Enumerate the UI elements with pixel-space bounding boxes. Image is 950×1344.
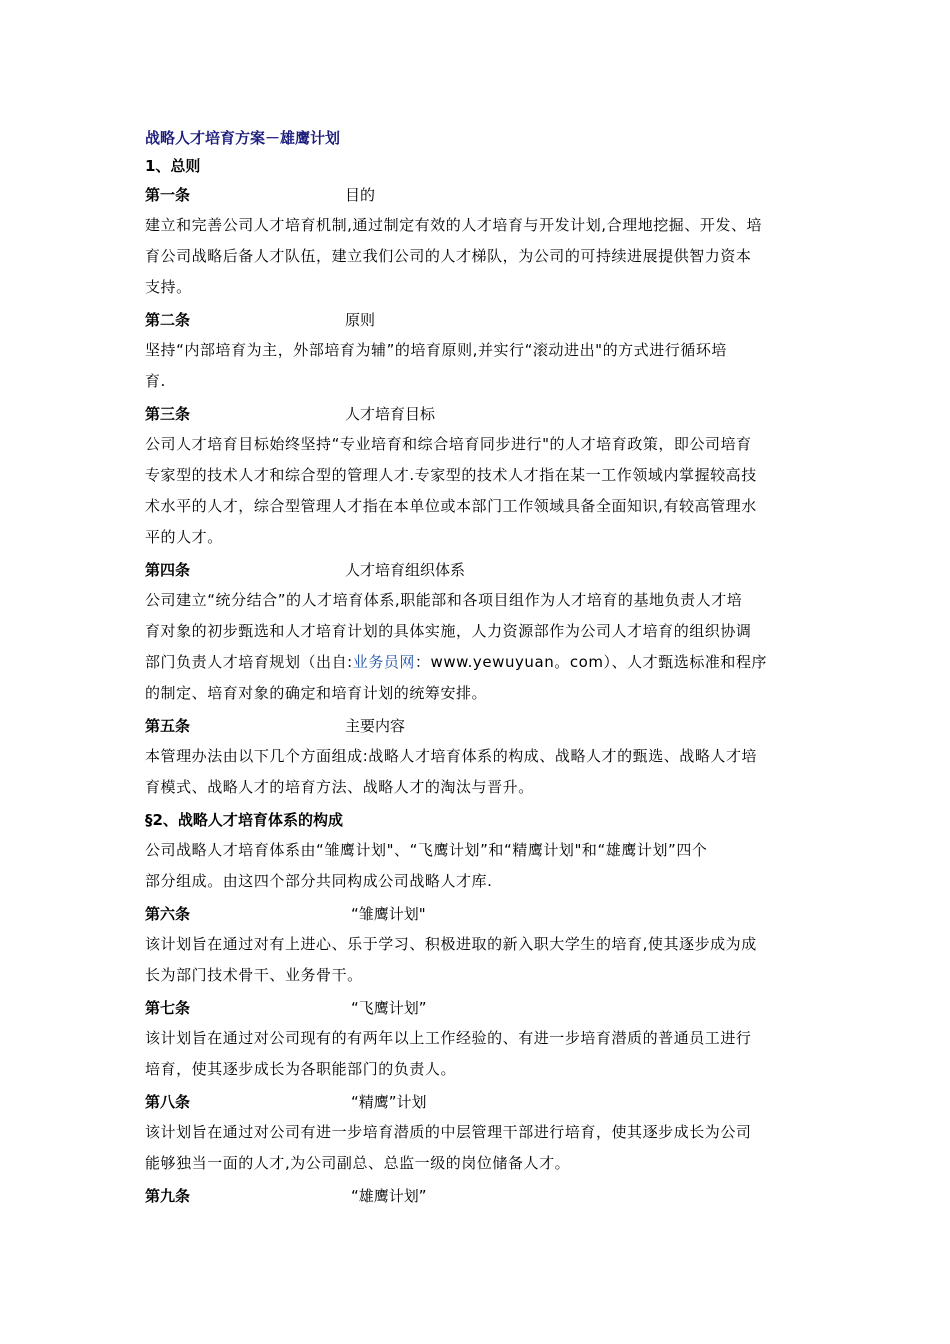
paragraph-line: 该计划旨在通过对有上进心、乐于学习、积极进取的新入职大学生的培育,使其逐步成为成 — [145, 935, 757, 953]
article-paragraph — [145, 210, 810, 303]
paragraph-line: 育对象的初步甄选和人才培育计划的具体实施，人力资源部作为公司人才培育的组织协调 — [145, 622, 752, 640]
article-heading — [145, 712, 810, 741]
paragraph-line: 公司建立“统分结合”的人才培育体系,职能部和各项目组作为人才培育的基地负责人才培 — [145, 591, 743, 609]
article-paragraph — [145, 741, 810, 803]
paragraph-line: 本管理办法由以下几个方面组成:战略人才培育体系的构成、战略人才的甄选、战略人才培 — [145, 747, 758, 765]
paragraph-line: 部分组成。由这四个部分共同构成公司战略人才库. — [145, 872, 493, 890]
article-number: 第二条 — [145, 311, 191, 329]
article-heading — [145, 1088, 810, 1117]
article-number: 第九条 — [145, 1187, 191, 1205]
paragraph-line — [145, 647, 810, 678]
article-topic: 主要内容 — [345, 717, 406, 735]
article-paragraph — [145, 1023, 810, 1085]
article-heading — [145, 556, 810, 585]
article-number: 第三条 — [145, 405, 191, 423]
article-topic: “雏鹰计划" — [351, 905, 426, 923]
paragraph-text: ：www.yewuyuan。com）、人才甄选标准和程序 — [414, 653, 768, 671]
paragraph-line: 支持。 — [145, 278, 192, 296]
paragraph-line: 平的人才。 — [145, 528, 223, 546]
article-heading — [145, 900, 810, 929]
article-paragraph — [145, 429, 810, 553]
article-number: 第五条 — [145, 717, 191, 735]
paragraph-line: 术水平的人才，综合型管理人才指在本单位或本部门工作领域具备全面知识,有较高管理水 — [145, 497, 757, 515]
paragraph-line: 坚持“内部培育为主，外部培育为辅”的培育原则,并实行“滚动进出"的方式进行循环培 — [145, 341, 727, 359]
paragraph-text: 部门负责人才培育规划（出自: — [145, 653, 353, 671]
section-paragraph — [145, 835, 810, 897]
paragraph-line: 建立和完善公司人才培育机制,通过制定有效的人才培育与开发计划,合理地挖掘、开发、培 — [145, 216, 763, 234]
article-heading — [145, 306, 810, 335]
paragraph-line: 该计划旨在通过对公司有进一步培育潜质的中层管理干部进行培育，使其逐步成长为公司 — [145, 1123, 752, 1141]
paragraph-line: 育模式、战略人才的培育方法、战略人才的淘汰与晋升。 — [145, 778, 534, 796]
paragraph-line: 公司战略人才培育体系由“雏鹰计划"、“飞鹰计划”和“精鹰计划"和“雄鹰计划”四个 — [145, 841, 708, 859]
paragraph-line: 培育，使其逐步成长为各职能部门的负责人。 — [145, 1060, 457, 1078]
paragraph-line: 该计划旨在通过对公司现有的有两年以上工作经验的、有进一步培育潜质的普通员工进行 — [145, 1029, 752, 1047]
article-topic: “雄鹰计划” — [351, 1187, 427, 1205]
paragraph-line: 专家型的技术人才和综合型的管理人才.专家型的技术人才指在某一工作领域内掌握较高技 — [145, 466, 757, 484]
article-heading — [145, 400, 810, 429]
article-number: 第四条 — [145, 561, 191, 579]
paragraph-line: 公司人才培育目标始终坚持“专业培育和综合培育同步进行"的人才培育政策，即公司培育 — [145, 435, 752, 453]
article-number: 第七条 — [145, 999, 191, 1017]
section-heading-system: §2、战略人才培育体系的构成 — [145, 811, 343, 829]
paragraph-line: 能够独当一面的人才,为公司副总、总监一级的岗位储备人才。 — [145, 1154, 571, 1172]
document-body — [145, 124, 810, 1211]
article-heading — [145, 181, 810, 210]
document-title: 战略人才培育方案－雄鹰计划 — [145, 129, 341, 147]
paragraph-line: 长为部门技术骨干、业务骨干。 — [145, 966, 363, 984]
paragraph-line: 育公司战略后备人才队伍，建立我们公司的人才梯队，为公司的可持续进展提供智力资本 — [145, 247, 752, 265]
article-topic: “飞鹰计划” — [351, 999, 427, 1017]
article-paragraph — [145, 335, 810, 397]
source-link[interactable]: 业务员网 — [352, 653, 415, 671]
article-number: 第八条 — [145, 1093, 191, 1111]
article-topic: 目的 — [345, 186, 376, 204]
article-paragraph — [145, 585, 810, 709]
article-topic: 人才培育目标 — [345, 405, 436, 423]
article-topic: 人才培育组织体系 — [345, 561, 466, 579]
article-paragraph — [145, 1117, 810, 1179]
article-heading — [145, 994, 810, 1023]
article-paragraph — [145, 929, 810, 991]
paragraph-line: 育. — [145, 372, 166, 390]
article-number: 第六条 — [145, 905, 191, 923]
section-heading-general: 1、总则 — [145, 157, 201, 175]
paragraph-line: 的制定、培育对象的确定和培育计划的统筹安排。 — [145, 684, 488, 702]
article-topic: 原则 — [345, 311, 376, 329]
article-heading — [145, 1182, 810, 1211]
article-number: 第一条 — [145, 186, 191, 204]
article-topic: “精鹰”计划 — [351, 1093, 427, 1111]
